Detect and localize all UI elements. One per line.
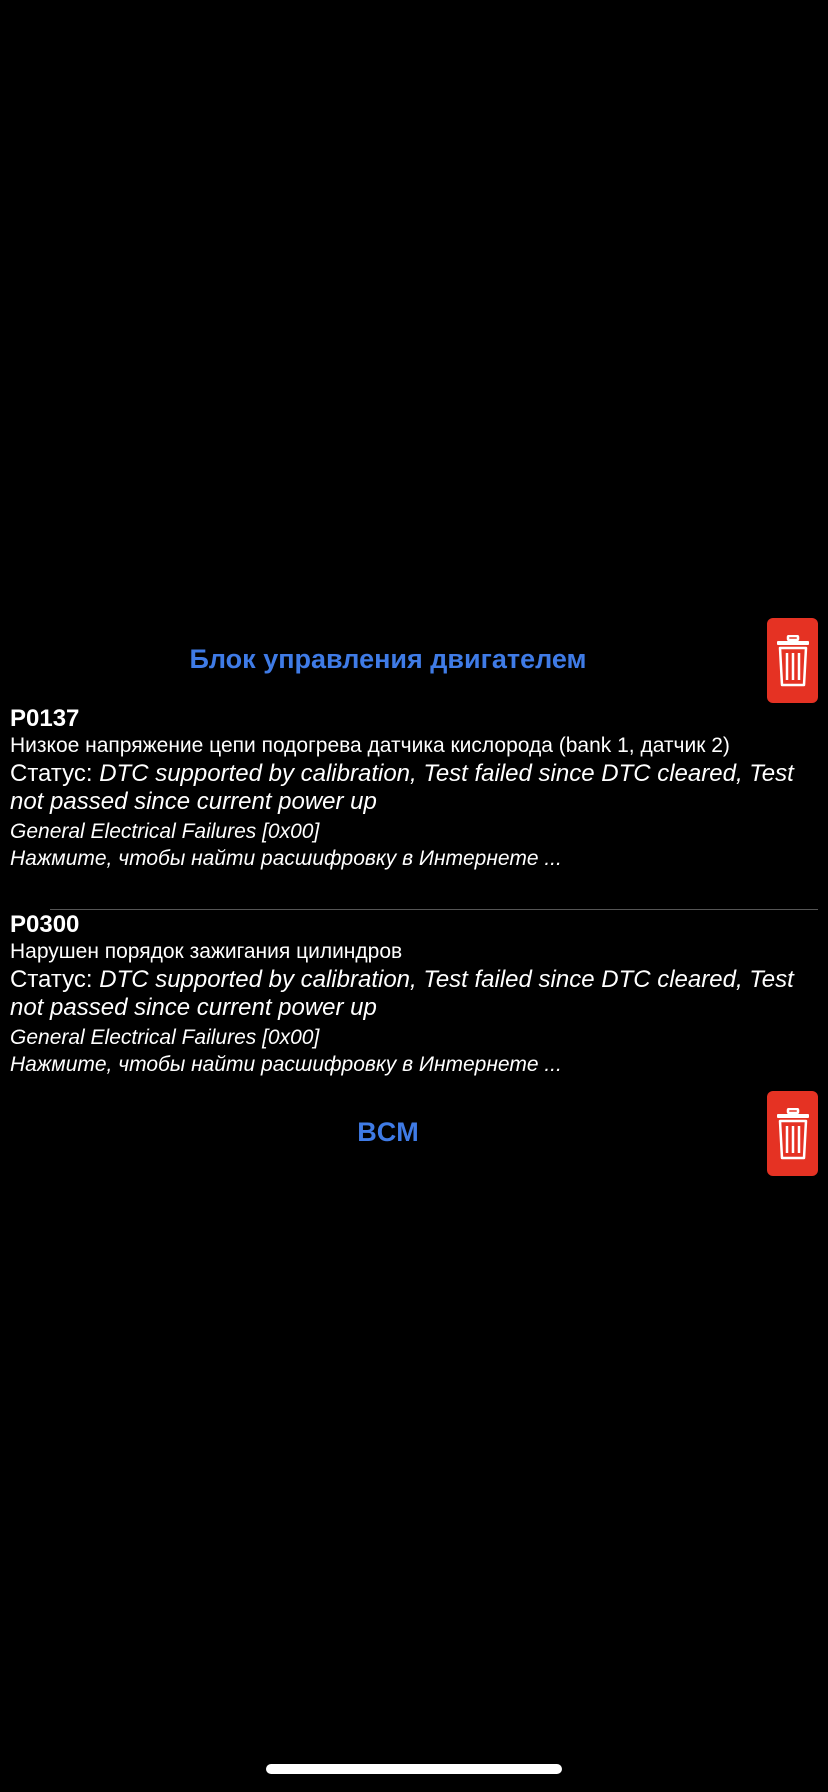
dtc-status-value: DTC supported by calibration, Test failed since DTC cleared, Test not passed since current power up — [10, 966, 794, 1021]
delete-section-button[interactable] — [767, 618, 818, 703]
dtc-code: P0137 — [10, 705, 80, 732]
dtc-status — [10, 760, 818, 816]
dtc-description: Нарушен порядок зажигания цилиндров — [10, 940, 403, 963]
dtc-category: General Electrical Failures [0x00] — [10, 1026, 320, 1049]
delete-section-button[interactable] — [767, 1091, 818, 1176]
dtc-search-link[interactable]: Нажмите, чтобы найти расшифровку в Интернете ... — [10, 1053, 562, 1076]
dtc-category: General Electrical Failures [0x00] — [10, 820, 320, 843]
home-indicator[interactable] — [266, 1764, 562, 1774]
dtc-search-link[interactable]: Нажмите, чтобы найти расшифровку в Интернете ... — [10, 847, 562, 870]
dtc-status — [10, 966, 818, 1022]
trash-icon — [776, 635, 810, 687]
dtc-status-value: DTC supported by calibration, Test failed since DTC cleared, Test not passed since current power up — [10, 760, 794, 815]
dtc-item[interactable] — [10, 705, 818, 872]
dtc-item[interactable] — [10, 911, 818, 1078]
dtc-description: Низкое напряжение цепи подогрева датчика кислорода (bank 1, датчик 2) — [10, 734, 730, 757]
dtc-code: P0300 — [10, 911, 80, 938]
section-header-bcm — [0, 1090, 828, 1174]
section-title: Блок управления двигателем — [189, 644, 587, 674]
dtc-status-label: Статус: — [10, 760, 100, 787]
trash-icon — [776, 1108, 810, 1160]
dtc-status-label: Статус: — [10, 966, 100, 993]
section-title: BCM — [357, 1117, 419, 1147]
section-header-engine — [0, 616, 828, 700]
divider — [50, 909, 818, 910]
